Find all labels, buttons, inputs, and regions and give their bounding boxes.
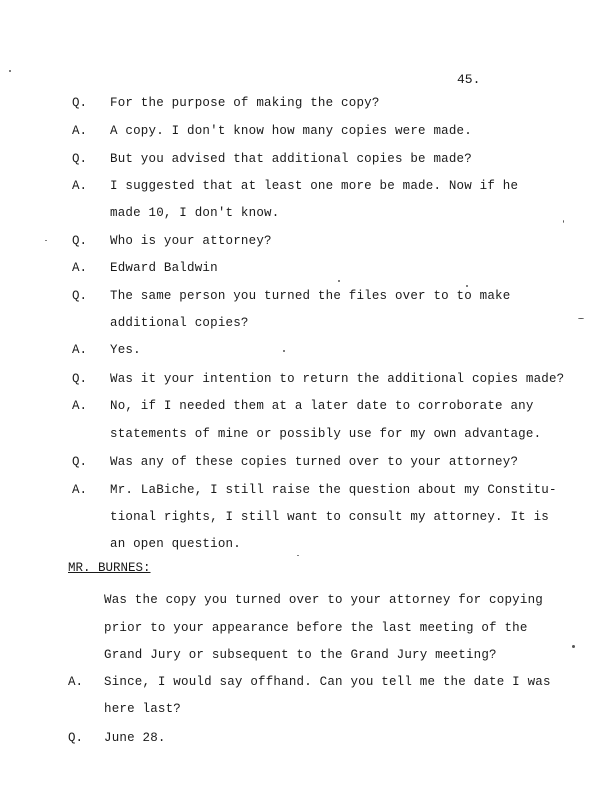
transcript-line: I suggested that at least one more be made. Now if he xyxy=(110,179,519,193)
speaker-label: A. xyxy=(72,179,88,193)
transcript-line: made 10, I don't know. xyxy=(110,206,280,220)
transcript-line: Edward Baldwin xyxy=(110,261,218,275)
scan-speck xyxy=(572,645,575,648)
transcript-line: Who is your attorney? xyxy=(110,234,272,248)
transcript-line: For the purpose of making the copy? xyxy=(110,96,380,110)
speaker-label: Q. xyxy=(72,289,88,303)
transcript-line: Was any of these copies turned over to your attorney? xyxy=(110,455,519,469)
transcript-line: Since, I would say offhand. Can you tell me the date I was xyxy=(104,675,551,689)
transcript-line: June 28. xyxy=(104,731,166,745)
speaker-label: Q. xyxy=(68,731,84,745)
section-heading: MR. BURNES: xyxy=(68,561,151,575)
transcript-line: The same person you turned the files over to to make xyxy=(110,289,511,303)
transcript-line: Was the copy you turned over to your attorney for copying xyxy=(104,593,543,607)
speaker-label: A. xyxy=(72,124,88,138)
transcript-line: Was it your intention to return the additional copies made? xyxy=(110,372,565,386)
transcript-line: an open question. xyxy=(110,537,241,551)
transcript-line: additional copies? xyxy=(110,316,249,330)
transcript-line: But you advised that additional copies be made? xyxy=(110,152,472,166)
scan-speck xyxy=(297,555,299,556)
transcript-line: tional rights, I still want to consult my attorney. It is xyxy=(110,510,549,524)
speaker-label: A. xyxy=(72,343,88,357)
speaker-label: Q. xyxy=(72,372,88,386)
transcript-line: No, if I needed them at a later date to corroborate any xyxy=(110,399,534,413)
scan-speck xyxy=(466,285,468,287)
scan-speck xyxy=(45,240,47,241)
scan-speck xyxy=(9,70,11,72)
page-number: 45. xyxy=(457,72,481,87)
scan-speck xyxy=(338,280,340,282)
speaker-label: A. xyxy=(72,261,88,275)
transcript-line: Yes. xyxy=(110,343,141,357)
scan-speck xyxy=(578,318,584,319)
speaker-label: A. xyxy=(72,399,88,413)
transcript-line: prior to your appearance before the last meeting of the xyxy=(104,621,528,635)
transcript-line: A copy. I don't know how many copies were made. xyxy=(110,124,472,138)
transcript-line: Mr. LaBiche, I still raise the question about my Constitu- xyxy=(110,483,557,497)
speaker-label: Q. xyxy=(72,96,88,110)
scan-speck xyxy=(283,350,285,352)
transcript-line: Grand Jury or subsequent to the Grand Jury meeting? xyxy=(104,648,497,662)
transcript-line: statements of mine or possibly use for my own advantage. xyxy=(110,427,542,441)
speaker-label: Q. xyxy=(72,152,88,166)
transcript-line: here last? xyxy=(104,702,182,716)
speaker-label: A. xyxy=(72,483,88,497)
speaker-label: Q. xyxy=(72,455,88,469)
speaker-label: A. xyxy=(68,675,84,689)
scan-speck xyxy=(563,220,564,223)
speaker-label: Q. xyxy=(72,234,88,248)
